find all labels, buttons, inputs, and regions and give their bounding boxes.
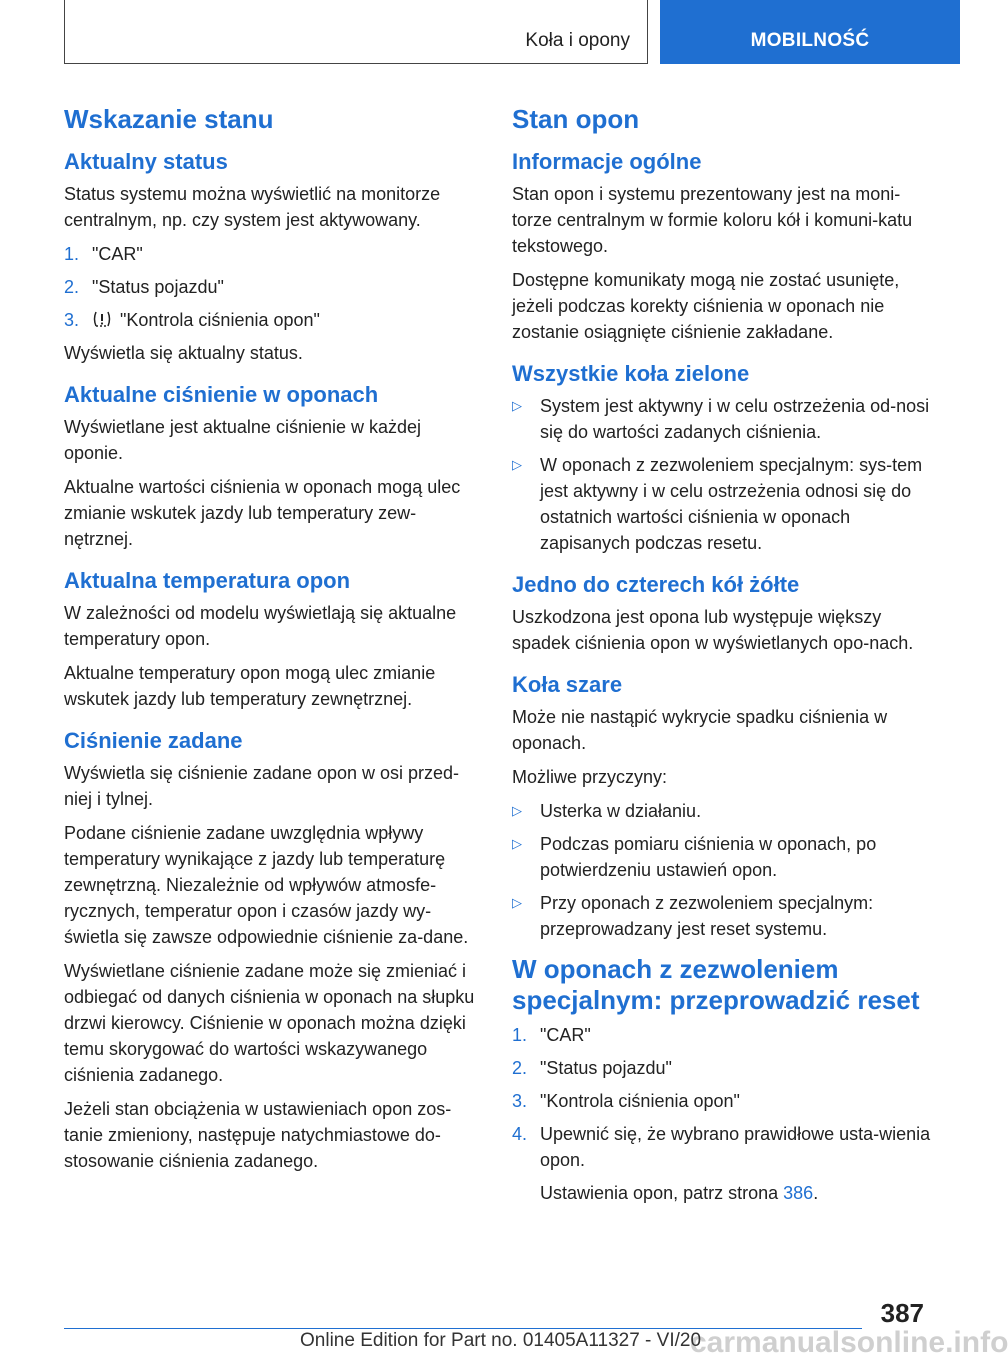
step-text: "Status pojazdu" — [540, 1058, 672, 1078]
list-item — [512, 1088, 932, 1114]
left-column — [64, 100, 484, 1182]
paragraph: Wyświetlane jest aktualne ciśnienie w każdej oponie. — [64, 417, 422, 463]
heading-grey-wheels: Koła szare — [512, 672, 623, 697]
bullet-triangle-icon: ▷ — [512, 836, 522, 851]
paragraph: Podane ciśnienie zadane uwzględnia wpływy temperatury wynikające z jazdy lub temperaturę zewnętrzną. Niezależnie od wpływów atmosfe-rycznych, temperatur opon i czasów jazdy wy-świetla się zawsze odpowiednie ciśnienie za-dane. — [64, 823, 469, 947]
list-item — [512, 890, 932, 942]
list-item — [512, 393, 932, 445]
list-item — [64, 274, 484, 300]
watermark: carmanualsonline.info — [690, 1326, 1008, 1359]
list-text: System jest aktywny i w celu ostrzeżenia od-nosi się do wartości zadanych ciśnienia. — [540, 396, 930, 442]
step-number: 2. — [512, 1058, 528, 1078]
heading-all-green: Wszystkie koła zielone — [512, 361, 750, 386]
heading-current-pressure: Aktualne ciśnienie w oponach — [64, 382, 379, 407]
reference-text: Ustawienia opon, patrz strona — [540, 1183, 779, 1203]
list-item — [64, 241, 484, 267]
heading-special-tires-reset: W oponach z zezwoleniem specjalnym: przeprowadzić reset — [512, 954, 920, 1015]
heading-yellow-wheels: Jedno do czterech kół żółte — [512, 572, 800, 597]
step-text: "Kontrola ciśnienia opon" — [540, 1091, 740, 1111]
heading-current-status: Aktualny status — [64, 149, 228, 174]
page-link[interactable]: 386 — [783, 1183, 814, 1203]
paragraph: Możliwe przyczyny: — [512, 767, 668, 787]
right-column — [512, 100, 932, 1212]
step-text: "CAR" — [540, 1025, 591, 1045]
step-number: 4. — [512, 1124, 528, 1144]
step-number: 3. — [64, 310, 80, 330]
paragraph: Aktualne wartości ciśnienia w oponach mogą ulec zmianie wskutek jazdy lub temperatury zew-nętrznej. — [64, 477, 461, 549]
step-text: "CAR" — [92, 244, 143, 264]
heading-general-info: Informacje ogólne — [512, 149, 702, 174]
step-number: 2. — [64, 277, 80, 297]
paragraph: Status systemu można wyświetlić na monitorze centralnym, np. czy system jest aktywowany. — [64, 184, 441, 230]
paragraph: Może nie nastąpić wykrycie spadku ciśnienia w oponach. — [512, 707, 888, 753]
paragraph: Jeżeli stan obciążenia w ustawieniach opon zos-tanie zmieniony, następuje natychmiastowe do-stosowanie ciśnienia zadanego. — [64, 1099, 452, 1171]
paragraph: Wyświetlane ciśnienie zadane może się zmieniać i odbiegać od danych ciśnienia w oponach na słupku drzwi kierowcy. Ciśnienie w oponach można dzięki temu skorygować do wartości wskazywanego ciśnienia zadanego. — [64, 961, 475, 1085]
list-text: Przy oponach z zezwoleniem specjalnym: przeprowadzany jest reset systemu. — [540, 893, 874, 939]
paragraph: Uszkodzona jest opona lub występuje większy spadek ciśnienia opon w wyświetlanych opo-nach. — [512, 607, 914, 653]
list-item — [512, 1121, 932, 1173]
bullet-list — [512, 798, 932, 942]
reference-end: . — [813, 1183, 819, 1203]
bullet-triangle-icon: ▷ — [512, 895, 522, 910]
list-item — [64, 307, 484, 333]
paragraph: W zależności od modelu wyświetlają się aktualne temperatury opon. — [64, 603, 457, 649]
step-number: 1. — [512, 1025, 528, 1045]
footer-edition: Online Edition for Part no. 01405A11327 - VI/20 — [300, 1330, 702, 1351]
step-number: 1. — [64, 244, 80, 264]
bullet-triangle-icon: ▷ — [512, 803, 522, 818]
bullet-triangle-icon: ▷ — [512, 457, 522, 472]
step-text: Upewnić się, że wybrano prawidłowe usta-wienia opon. — [540, 1124, 931, 1170]
paragraph: Wyświetla się ciśnienie zadane opon w osi przed-niej i tylnej. — [64, 763, 460, 809]
list-text: Podczas pomiaru ciśnienia w oponach, po potwierdzeniu ustawień opon. — [540, 834, 877, 880]
bullet-triangle-icon: ▷ — [512, 398, 522, 413]
list-item — [512, 1055, 932, 1081]
section-title: Koła i opony — [525, 30, 630, 51]
list-text: Usterka w działaniu. — [540, 801, 702, 821]
steps-list — [64, 241, 484, 333]
paragraph: Dostępne komunikaty mogą nie zostać usunięte, jeżeli podczas korekty ciśnienia w oponach nie zostanie osiągnięte ciśnienie zakładane. — [512, 270, 900, 342]
list-text: W oponach z zezwoleniem specjalnym: sys-tem jest aktywny i w celu ostrzeżenia odnosi się do ostatnich wartości ciśnienia w oponach zapisanych podczas resetu. — [540, 455, 923, 553]
list-item — [512, 1022, 932, 1048]
list-item — [512, 452, 932, 556]
heading-tire-condition: Stan opon — [512, 104, 640, 134]
steps-list — [512, 1022, 932, 1173]
paragraph: Stan opon i systemu prezentowany jest na moni-torze centralnym w formie koloru kół i komuni-katu tekstowego. — [512, 184, 913, 256]
step-number: 3. — [512, 1091, 528, 1111]
list-item — [512, 831, 932, 883]
heading-tire-temperature: Aktualna temperatura opon — [64, 568, 351, 593]
list-item — [512, 798, 932, 824]
bullet-list — [512, 393, 932, 556]
step-text: "Status pojazdu" — [92, 277, 224, 297]
tire-pressure-warning-icon — [92, 309, 112, 329]
heading-status-display: Wskazanie stanu — [64, 104, 274, 134]
step-text: "Kontrola ciśnienia opon" — [120, 310, 320, 330]
paragraph: Aktualne temperatury opon mogą ulec zmianie wskutek jazdy lub temperatury zewnętrznej. — [64, 663, 436, 709]
paragraph: Wyświetla się aktualny status. — [64, 343, 303, 363]
heading-target-pressure: Ciśnienie zadane — [64, 728, 243, 753]
cross-reference — [512, 1180, 932, 1206]
page-number: 387 — [880, 1298, 924, 1328]
chapter-tab: MOBILNOŚĆ — [660, 0, 960, 64]
